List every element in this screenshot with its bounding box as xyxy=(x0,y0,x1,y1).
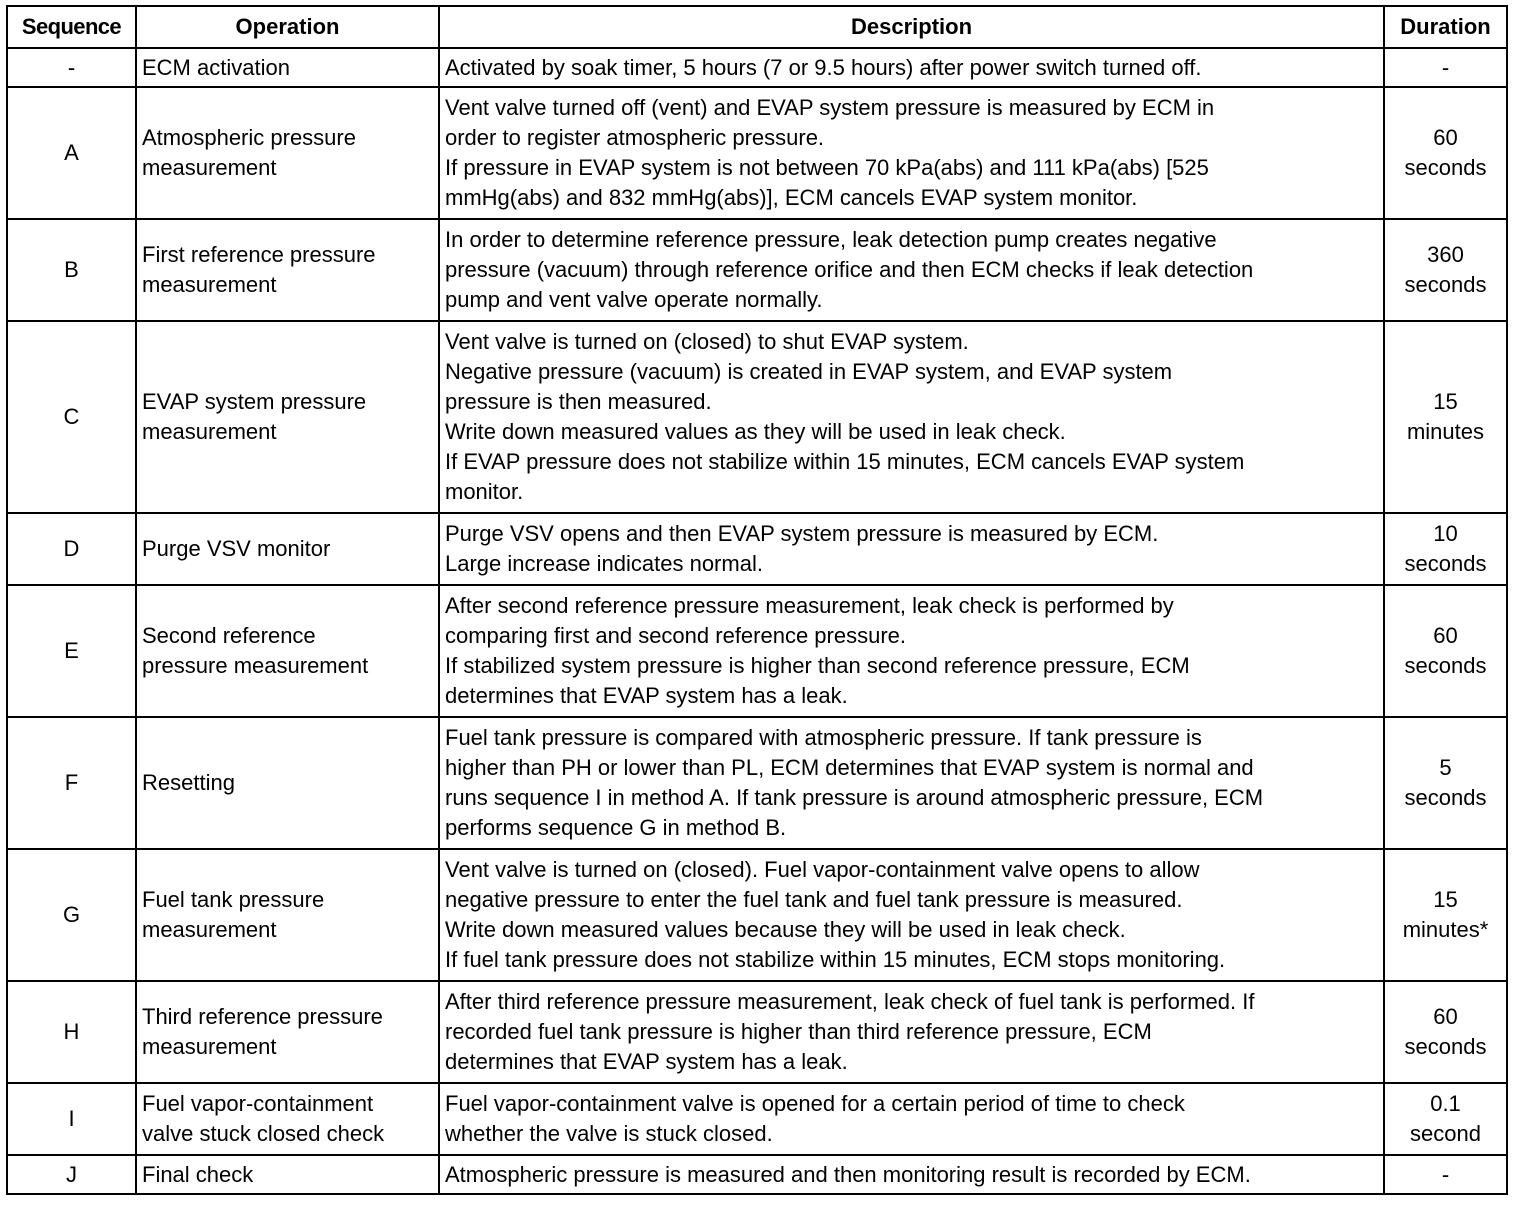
description-line: pressure (vacuum) through reference orifice and then ECM checks if leak detection xyxy=(445,257,1254,282)
description-cell xyxy=(439,585,1384,717)
header-sequence: Sequence xyxy=(7,6,136,48)
operation-line: measurement xyxy=(142,419,277,444)
description-line: recorded fuel tank pressure is higher than third reference pressure, ECM xyxy=(445,1019,1152,1044)
sequence-cell: I xyxy=(7,1083,136,1155)
duration-line: seconds xyxy=(1404,785,1487,810)
duration-cell xyxy=(1384,321,1507,513)
description-line: Fuel tank pressure is compared with atmospheric pressure. If tank pressure is xyxy=(445,725,1202,750)
operation-cell xyxy=(136,1155,439,1194)
operation-line: Resetting xyxy=(142,770,235,795)
description-cell xyxy=(439,87,1384,219)
description-line: If EVAP pressure does not stabilize within 15 minutes, ECM cancels EVAP system xyxy=(445,449,1245,474)
operation-line: EVAP system pressure xyxy=(142,389,367,414)
duration-cell xyxy=(1384,1083,1507,1155)
description-line: pump and vent valve operate normally. xyxy=(445,287,823,312)
operation-cell xyxy=(136,849,439,981)
duration-cell xyxy=(1384,87,1507,219)
duration-line: seconds xyxy=(1404,551,1487,576)
description-line: Activated by soak timer, 5 hours (7 or 9.5 hours) after power switch turned off. xyxy=(445,54,1202,80)
table-row xyxy=(7,849,1507,981)
table-row xyxy=(7,585,1507,717)
operation-line: First reference pressure xyxy=(142,242,376,267)
operation-line: Atmospheric pressure xyxy=(142,125,356,150)
table-row xyxy=(7,717,1507,849)
duration-line: 10 xyxy=(1433,521,1458,546)
operation-line: Third reference pressure xyxy=(142,1004,383,1029)
operation-line: pressure measurement xyxy=(142,653,369,678)
sequence-cell: A xyxy=(7,87,136,219)
header-description: Description xyxy=(439,6,1384,48)
operation-line: Fuel vapor-containment xyxy=(142,1091,374,1116)
evap-monitor-sequence-table xyxy=(6,5,1508,1195)
duration-cell xyxy=(1384,1155,1507,1194)
operation-cell xyxy=(136,717,439,849)
sequence-cell: B xyxy=(7,219,136,321)
operation-cell xyxy=(136,87,439,219)
operation-line: Second reference xyxy=(142,623,316,648)
description-line: If pressure in EVAP system is not between 70 kPa(abs) and 111 kPa(abs) [525 xyxy=(445,155,1209,180)
table-row xyxy=(7,1155,1507,1194)
duration-line: seconds xyxy=(1404,1034,1487,1059)
table-row xyxy=(7,219,1507,321)
description-line: Vent valve is turned on (closed) to shut EVAP system. xyxy=(445,329,969,354)
duration-line: 15 xyxy=(1433,887,1458,912)
description-line: After third reference pressure measurement, leak check of fuel tank is performed. If xyxy=(445,989,1255,1014)
description-cell xyxy=(439,48,1384,87)
operation-cell xyxy=(136,513,439,585)
duration-cell xyxy=(1384,219,1507,321)
sequence-cell: E xyxy=(7,585,136,717)
evap-monitor-sequence-table-container xyxy=(6,5,1508,1195)
operation-cell xyxy=(136,585,439,717)
operation-line: Purge VSV monitor xyxy=(142,536,331,561)
duration-line: seconds xyxy=(1404,155,1487,180)
description-line: Vent valve turned off (vent) and EVAP system pressure is measured by ECM in xyxy=(445,95,1215,120)
description-line: If stabilized system pressure is higher than second reference pressure, ECM xyxy=(445,653,1190,678)
description-cell xyxy=(439,219,1384,321)
description-line: whether the valve is stuck closed. xyxy=(445,1121,773,1146)
operation-cell xyxy=(136,219,439,321)
duration-line: 60 xyxy=(1433,1004,1458,1029)
duration-cell xyxy=(1384,981,1507,1083)
operation-line: measurement xyxy=(142,1034,277,1059)
table-row xyxy=(7,321,1507,513)
sequence-cell: - xyxy=(7,48,136,87)
duration-line: second xyxy=(1410,1121,1481,1146)
operation-line: Final check xyxy=(142,1161,254,1187)
description-line: higher than PH or lower than PL, ECM determines that EVAP system is normal and xyxy=(445,755,1254,780)
description-line: monitor. xyxy=(445,479,524,504)
duration-line: 360 xyxy=(1427,242,1464,267)
duration-line: 15 xyxy=(1433,389,1458,414)
description-cell xyxy=(439,717,1384,849)
operation-cell xyxy=(136,1083,439,1155)
operation-cell xyxy=(136,981,439,1083)
description-line: Vent valve is turned on (closed). Fuel vapor-containment valve opens to allow xyxy=(445,857,1200,882)
description-line: negative pressure to enter the fuel tank and fuel tank pressure is measured. xyxy=(445,887,1183,912)
description-line: Large increase indicates normal. xyxy=(445,551,763,576)
description-line: Negative pressure (vacuum) is created in EVAP system, and EVAP system xyxy=(445,359,1173,384)
description-line: If fuel tank pressure does not stabilize within 15 minutes, ECM stops monitoring. xyxy=(445,947,1226,972)
operation-cell xyxy=(136,48,439,87)
sequence-cell: J xyxy=(7,1155,136,1194)
description-line: determines that EVAP system has a leak. xyxy=(445,1049,848,1074)
description-line: Fuel vapor-containment valve is opened for a certain period of time to check xyxy=(445,1091,1185,1116)
sequence-cell: H xyxy=(7,981,136,1083)
description-line: Atmospheric pressure is measured and then monitoring result is recorded by ECM. xyxy=(445,1161,1251,1187)
table-row xyxy=(7,87,1507,219)
duration-line: 0.1 xyxy=(1430,1091,1461,1116)
operation-line: Fuel tank pressure xyxy=(142,887,325,912)
description-line: After second reference pressure measurement, leak check is performed by xyxy=(445,593,1174,618)
operation-cell xyxy=(136,321,439,513)
duration-line: - xyxy=(1441,54,1450,80)
table-row xyxy=(7,48,1507,87)
description-cell xyxy=(439,981,1384,1083)
description-cell xyxy=(439,321,1384,513)
sequence-cell: G xyxy=(7,849,136,981)
operation-line: measurement xyxy=(142,272,277,297)
header-duration: Duration xyxy=(1384,6,1507,48)
duration-line: minutes xyxy=(1406,419,1485,444)
description-line: In order to determine reference pressure, leak detection pump creates negative xyxy=(445,227,1217,252)
description-line: Purge VSV opens and then EVAP system pressure is measured by ECM. xyxy=(445,521,1159,546)
table-row xyxy=(7,513,1507,585)
description-line: runs sequence I in method A. If tank pressure is around atmospheric pressure, ECM xyxy=(445,785,1264,810)
operation-line: valve stuck closed check xyxy=(142,1121,385,1146)
description-line: Write down measured values because they will be used in leak check. xyxy=(445,917,1126,942)
header-operation: Operation xyxy=(136,6,439,48)
description-line: pressure is then measured. xyxy=(445,389,712,414)
description-line: Write down measured values as they will be used in leak check. xyxy=(445,419,1066,444)
duration-cell xyxy=(1384,48,1507,87)
duration-cell xyxy=(1384,849,1507,981)
duration-line: 5 xyxy=(1439,755,1452,780)
sequence-cell: C xyxy=(7,321,136,513)
description-cell xyxy=(439,513,1384,585)
description-line: mmHg(abs) and 832 mmHg(abs)], ECM cancels EVAP system monitor. xyxy=(445,185,1138,210)
duration-line: - xyxy=(1441,1161,1450,1187)
table-row xyxy=(7,1083,1507,1155)
description-line: performs sequence G in method B. xyxy=(445,815,787,840)
operation-line: measurement xyxy=(142,917,277,942)
duration-cell xyxy=(1384,513,1507,585)
operation-line: ECM activation xyxy=(142,54,290,80)
description-line: determines that EVAP system has a leak. xyxy=(445,683,848,708)
description-line: order to register atmospheric pressure. xyxy=(445,125,825,150)
description-cell xyxy=(439,1155,1384,1194)
duration-line: 60 xyxy=(1433,125,1458,150)
description-cell xyxy=(439,849,1384,981)
description-line: comparing first and second reference pressure. xyxy=(445,623,907,648)
sequence-cell: D xyxy=(7,513,136,585)
duration-line: minutes* xyxy=(1402,917,1489,942)
duration-line: seconds xyxy=(1404,653,1487,678)
duration-cell xyxy=(1384,717,1507,849)
duration-cell xyxy=(1384,585,1507,717)
description-cell xyxy=(439,1083,1384,1155)
sequence-cell: F xyxy=(7,717,136,849)
table-row xyxy=(7,981,1507,1083)
duration-line: seconds xyxy=(1404,272,1487,297)
duration-line: 60 xyxy=(1433,623,1458,648)
operation-line: measurement xyxy=(142,155,277,180)
header-row xyxy=(7,6,1507,48)
